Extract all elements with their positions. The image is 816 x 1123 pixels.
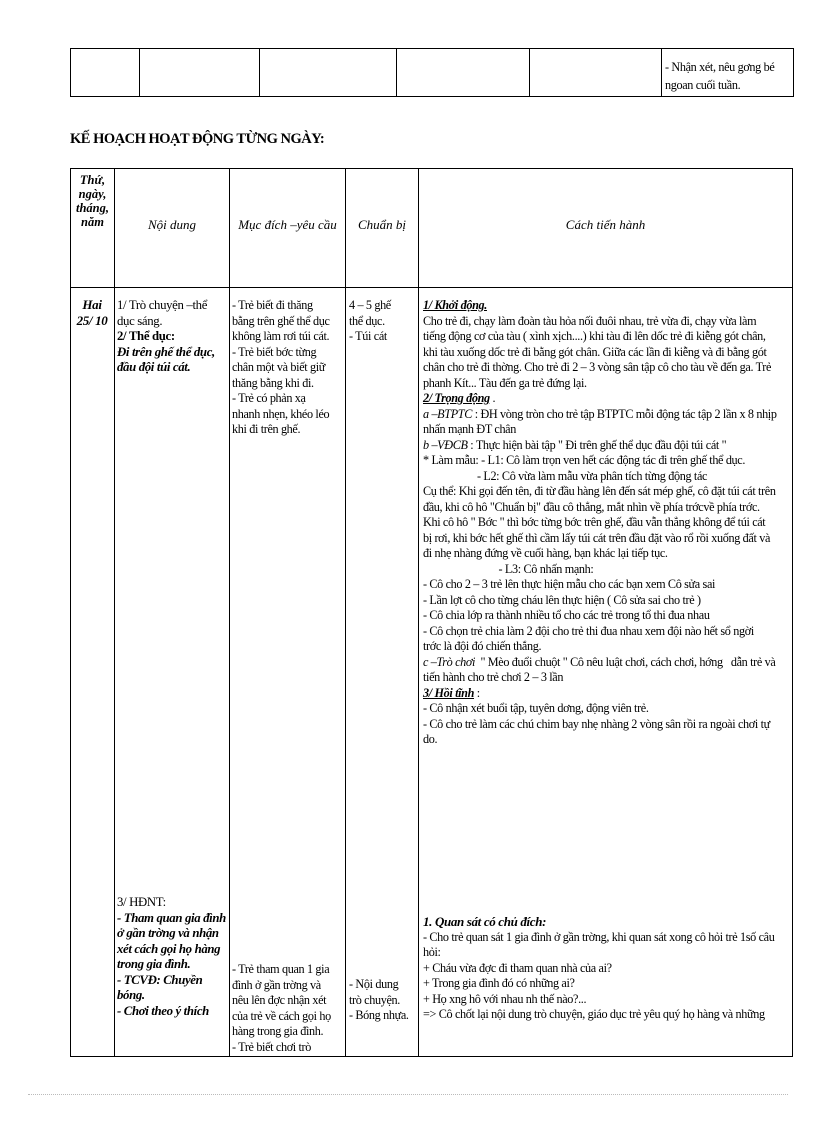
method-warmup-line-5: phanh Kít... Tàu đến ga trẻ đứng lại. (423, 375, 587, 390)
prep-b-line-2: trò chuyện. (349, 992, 400, 1007)
purpose-a-line-5: chân một và biết giữ (232, 360, 326, 374)
purpose-b-line-3: nêu lên đợc nhận xét (232, 993, 327, 1007)
method-cooldown-line-1: - Cô nhận xét buổi tập, tuyên dơng, động viên trẻ. (423, 701, 649, 715)
purpose-b-line-6: - Trẻ biết chơi trò (232, 1039, 312, 1054)
content-exercise-line-1: Đi trên ghế thể dục, (117, 344, 215, 359)
method-cooldown-line-2: - Cô cho trẻ làm các chú chim bay nhẹ nhàng 2 vòng sân rồi ra ngoài chơi tự (423, 716, 770, 731)
row-date-day: Hai (82, 297, 102, 312)
method-warmup-heading: 1/ Khởi động. (423, 298, 487, 312)
method-warmup-line-2: tiếng động cơ của tàu ( xình xịch....) khi tàu đi lên dốc trẻ đi kiễng gót chân, (423, 329, 766, 343)
purpose-a-line-6: thăng bằng khi đi. (232, 375, 314, 390)
method-observation-line-4: + Trong gia đình đó có những ai? (423, 976, 575, 990)
method-warmup-line-1: Cho trẻ đi, chạy làm đoàn tàu hỏa nối đuôi nhau, trẻ vừa đi, chạy vừa làm (423, 313, 757, 328)
method-cooldown-heading: 3/ Hồi tĩnh (423, 685, 475, 700)
content-outdoor-heading: 3/ HĐNT: (117, 895, 166, 909)
method-observation-line-5: + Họ xng hô với nhau nh thế nào?... (423, 991, 587, 1006)
method-observation (423, 914, 791, 1023)
content-talk-line-1: 1/ Trò chuyện –thể (117, 298, 208, 312)
method-demo-line-6: bị rơi, khi bớc hết ghế thì cầm lấy túi cát trên đầu đặt vào rổ rồi xuống đất và (423, 530, 771, 545)
page-bottom-dotted-rule (28, 1094, 788, 1095)
method-b-row (423, 438, 791, 454)
method-a-label: a –BTPTC (423, 406, 473, 421)
purpose-a-line-7: - Trẻ có phản xạ (232, 391, 306, 405)
purpose-a-line-4: - Trẻ biết bớc từng (232, 344, 317, 359)
method-demo-line-5: Khi cô hô " Bớc " thì bớc từng bớc trên ghế, đầu vẫn thẳng không để túi cát (423, 515, 766, 529)
method-warmup-line-3: khi tàu xuống dốc trẻ đi bằng gót chân. Giữa các lần đi kiễng và đi bằng gót (423, 344, 767, 359)
method-b-label: b –VĐCB (423, 437, 468, 452)
header-method: Cách tiến hành (565, 217, 646, 232)
purpose-column-a (232, 298, 330, 438)
header-prep: Chuẩn bị (357, 217, 407, 232)
method-warmup-line-4: chân cho trẻ đi thờng. Cho trẻ đi 2 – 3 vòng sân tập cô cho tàu về đến ga. Trẻ (423, 360, 772, 374)
purpose-a-line-3: không làm rơi túi cát. (232, 329, 330, 343)
prep-column-a (349, 298, 391, 345)
content-visit-line-4: trong gia đình. (117, 957, 191, 971)
purpose-a-line-1: - Trẻ biết đi thăng (232, 298, 313, 312)
content-visit-line-3: xét cách gọi họ hàng (117, 941, 221, 956)
method-demo-line-9: - Cô cho 2 – 3 trẻ lên thực hiện mẫu cho các bạn xem Cô sửa sai (423, 577, 716, 591)
prep-b-line-3: - Bóng nhựa. (349, 1008, 409, 1022)
header-date-line-1: Thứ, (79, 173, 106, 187)
content-column (117, 298, 215, 376)
purpose-a-line-2: bằng trên ghế thể dục (232, 313, 330, 328)
method-main-heading-tail: . (489, 391, 496, 405)
method-cooldown-line-3: do. (423, 732, 438, 746)
method-main-heading: 2/ Trọng động (423, 391, 490, 405)
method-demo-line-3: Cụ thể: Khi gọi đến tên, đi từ đầu hàng lên đến sát mép ghế, cô đặt túi cát trên (423, 484, 776, 498)
method-c-row (423, 655, 791, 671)
purpose-column-b (232, 962, 331, 1055)
header-date-line-4: năm (81, 215, 104, 229)
method-a-text: : ĐH vòng tròn cho trẻ tập BTPTC mỗi động tác tập 2 lần x 8 nhịp (472, 406, 777, 421)
method-demo-line-7: đi nhẹ nhàng đứng về cuối hàng, bạn khác lại tiếp tục. (423, 546, 668, 560)
method-main-heading-row (423, 391, 791, 407)
purpose-a-line-9: khi đi trên ghế. (232, 422, 301, 436)
method-observation-line-1: - Cho trẻ quan sát 1 gia đình ở gần trờng, khi quan sát xong cô hỏi trẻ 1số câu (423, 929, 775, 944)
method-demo-line-4: đầu, khi cô hô "Chuẩn bị" đầu cô thẳng, mắt nhìn về phía trớcvề phía trớc. (423, 499, 760, 514)
purpose-b-line-2: đình ở gần trờng và (232, 977, 321, 992)
method-column (423, 298, 791, 748)
top-last-cell-line-1: - Nhận xét, nêu gơng bé (665, 60, 775, 74)
method-demo-line-8: - L3: Cô nhấn mạnh: (423, 561, 594, 576)
content-visit-line-1: - Tham quan gia đình (117, 910, 226, 925)
method-demo-line-11: - Cô chia lớp ra thành nhiều tổ cho các trẻ trong tổ thi đua nhau (423, 608, 710, 622)
content-visit-line-2: ở gần trờng và nhận (117, 926, 219, 940)
content-talk-line-2: dục sáng. (117, 313, 163, 328)
method-c-text: " Mèo đuổi chuột " Cô nêu luật chơi, cách chơi, hớng dẫn trẻ và (475, 654, 776, 669)
header-date-line-3: tháng, (75, 201, 109, 215)
purpose-b-line-1: - Trẻ tham quan 1 gia (232, 962, 330, 976)
content-game-line-1: - TCVĐ: Chuyền (117, 972, 203, 987)
header-purpose: Mục đích –yêu cầu (238, 217, 337, 232)
method-demo-line-10: - Lần lợt cô cho từng cháu lên thực hiện ( Cô sửa sai cho trẻ ) (423, 592, 701, 607)
content-exercise-line-2: đầu đội túi cát. (117, 360, 191, 374)
method-b-text: : Thực hiện bài tập " Đi trên ghế thể dục đầu đội túi cát " (467, 437, 727, 452)
row-date-value: 25/ 10 (76, 312, 108, 328)
method-cooldown-tail: : (474, 685, 480, 700)
purpose-a-line-8: nhanh nhẹn, khéo léo (232, 406, 330, 421)
method-c-label: c –Trò chơi (423, 654, 476, 669)
content-free-play: - Chơi theo ý thích (117, 1003, 209, 1018)
section-title: KẾ HOẠCH HOẠT ĐỘNG TỪNG NGÀY: (70, 131, 325, 147)
purpose-b-line-4: của trẻ về cách gọi họ (232, 1008, 331, 1023)
method-demo-line-12: - Cô chọn trẻ chia làm 2 đội cho trẻ thi đua nhau xem đội nào hết sổ ngời (423, 623, 754, 638)
method-demo-line-13: trớc là đội đó chiến thắng. (423, 639, 542, 653)
method-a-text-2: nhấn mạnh ĐT chân (423, 422, 516, 436)
row-date (72, 297, 112, 328)
method-cooldown-row (423, 686, 791, 702)
header-content: Nội dung (147, 217, 197, 232)
content-game-line-2: bóng. (117, 988, 145, 1002)
header-date (71, 173, 114, 229)
prep-a-line-3: - Túi cát (349, 329, 387, 343)
header-date-line-2: ngày, (78, 187, 107, 201)
content-exercise-heading: 2/ Thể dục: (117, 329, 175, 343)
prep-a-line-2: thể dục. (349, 313, 385, 328)
purpose-b-line-5: hàng trong gia đình. (232, 1024, 324, 1038)
method-demo-line-1: * Làm mẫu: - L1: Cô làm trọn ven hết các động tác đi trên ghế thể dục. (423, 453, 746, 467)
method-observation-line-3: + Cháu vừa đợc đi tham quan nhà của ai? (423, 960, 612, 975)
prep-column-b (349, 977, 409, 1024)
method-observation-line-2: hỏi: (423, 945, 441, 959)
method-a-row (423, 407, 791, 423)
method-demo-line-2: - L2: Cô vừa làm mẫu vừa phân tích từng động tác (423, 468, 708, 483)
method-observation-line-6: => Cô chốt lại nội dung trò chuyện, giáo dục trẻ yêu quý họ hàng và những (423, 1007, 765, 1021)
top-last-cell-line-2: ngoan cuối tuần. (665, 78, 741, 92)
prep-b-line-1: - Nội dung (349, 977, 399, 991)
prep-a-line-1: 4 – 5 ghế (349, 298, 391, 312)
method-observation-heading: 1. Quan sát có chủ đích: (423, 914, 547, 929)
content-outdoor (117, 895, 226, 1019)
method-c-text-2: tiến hành cho trẻ chơi 2 – 3 lần (423, 670, 564, 684)
